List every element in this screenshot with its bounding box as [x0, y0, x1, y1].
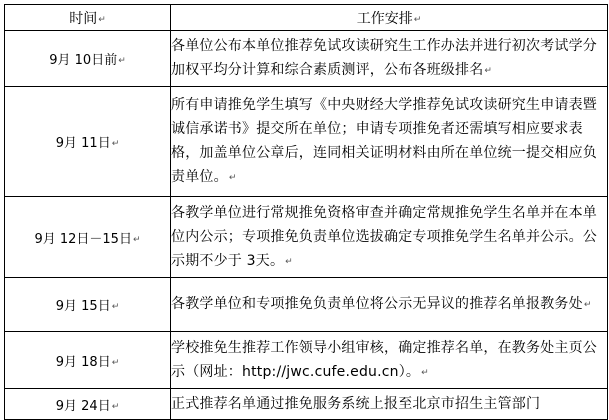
paragraph-mark: ↵: [98, 14, 106, 25]
time-text: 9月 11日: [55, 136, 111, 151]
paragraph-mark: ↵: [118, 56, 126, 66]
task-text: 所有申请推免学生填写《中央财经大学推荐免试攻读研究生申请表暨诚信承诺书》提交所在单位；申请专项推免者还需填写相应要求表格，加盖单位公章后，连同相关证明材料由所在单位统一提交相应负责单位。: [171, 97, 597, 185]
task-text: 各教学单位进行常规推免资格审查并确定常规推免学生名单并在本单位内公示；专项推免负责单位选拔确定专项推免学生名单并公示。公示期不少于 3天。: [171, 204, 597, 269]
time-cell: [5, 197, 171, 278]
paragraph-mark: ↵: [132, 234, 141, 245]
table-row: [5, 278, 608, 332]
time-cell: [5, 278, 171, 332]
paragraph-mark: ↵: [228, 173, 237, 183]
task-cell: [171, 197, 608, 278]
table-row: [5, 332, 608, 389]
paragraph-mark: ↵: [421, 367, 429, 378]
table-header-row: [5, 5, 608, 31]
paragraph-mark: ↵: [111, 357, 120, 368]
task-cell: [171, 31, 608, 87]
task-cell: [171, 278, 608, 332]
task-text: 学校推免生推荐工作领导小组审核，确定推荐名单，在教务处主页公示（网址：http://jwc.cufe.edu.cn）。: [171, 339, 597, 380]
time-text: 9月 12日－15日: [34, 231, 132, 247]
table-row: [5, 87, 608, 197]
task-cell: [171, 389, 608, 420]
paragraph-mark: ↵: [413, 14, 422, 25]
time-cell: [5, 31, 171, 87]
table-row: [5, 31, 608, 87]
paragraph-mark: ↵: [111, 401, 120, 412]
paragraph-mark: ↵: [111, 139, 120, 149]
header-task: [171, 5, 608, 31]
task-text: 各教学单位和专项推免负责单位将公示无异议的推荐名单报教务处: [171, 296, 583, 312]
task-text: 正式推荐名单通过推免服务系统上报至北京市招生主管部门: [171, 396, 541, 412]
paragraph-mark: ↵: [484, 66, 493, 76]
time-cell: [5, 87, 171, 197]
paragraph-mark: ↵: [111, 302, 120, 312]
paragraph-mark: ↵: [583, 300, 592, 310]
paragraph-mark: ↵: [285, 256, 293, 267]
header-task-label: 工作安排: [356, 10, 413, 27]
work-schedule-table: [4, 4, 608, 420]
table-row: [5, 197, 608, 278]
header-time: [5, 5, 171, 31]
task-cell: [171, 332, 608, 389]
task-cell: [171, 87, 608, 197]
time-text: 9月 18日: [55, 354, 111, 370]
header-time-label: 时间: [69, 10, 98, 27]
task-text: 各单位公布本单位推荐免试攻读研究生工作办法并进行初次考试学分加权平均分计算和综合素质测评，公布各班级排名: [171, 38, 597, 78]
table-row: [5, 389, 608, 420]
time-text: 9月 24日: [55, 398, 111, 414]
time-cell: [5, 332, 171, 389]
time-text: 9月 10日前: [49, 53, 118, 68]
time-cell: [5, 389, 171, 420]
time-text: 9月 15日: [55, 299, 111, 314]
